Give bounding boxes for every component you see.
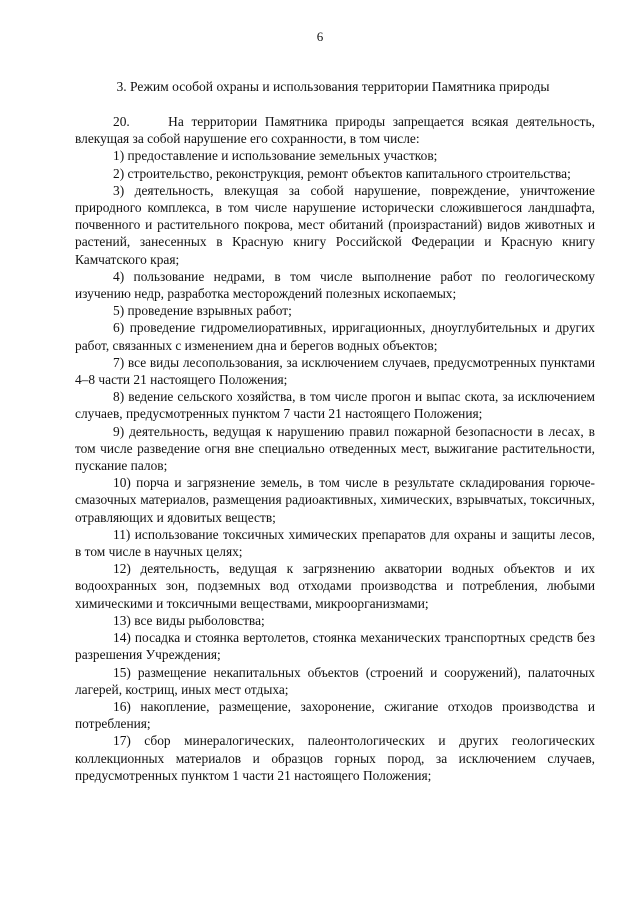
paragraph-20-intro: 20. На территории Памятника природы запрещается всякая деятельность, влекущая за собой нарушение его сохранности, в том числе: xyxy=(75,114,595,147)
list-item-11: 11) использование токсичных химических препаратов для охраны и защиты лесов, в том числе в научных целях; xyxy=(75,526,595,560)
page-number: 6 xyxy=(316,29,324,44)
list-item-17: 17) сбор минералогических, палеонтологических и других геологических коллекционных материалов и образцов горных пород, за исключением случаев, предусмотренных пунктом 1 части 21 настоящего Положения; xyxy=(75,733,595,783)
list-item-2: 2) строительство, реконструкция, ремонт объектов капитального строительства; xyxy=(113,165,571,181)
list-item-3: 3) деятельность, влекущая за собой нарушение, повреждение, уничтожение природного комплекса, в том числе нарушение исторически сложившегося ландшафта, почвенного и растительного покрова, мест обитаний (произрастаний) видов животных и растений, занесенных в Красную книгу Российской Федерации и Красную книгу Камчатского края; xyxy=(75,182,595,267)
list-item-8: 8) ведение сельского хозяйства, в том числе прогон и выпас скота, за исключением случаев, предусмотренных пунктом 7 части 21 настоящего Положения; xyxy=(75,389,595,422)
list-item-15: 15) размещение некапитальных объектов (строений и сооружений), палаточных лагерей, кострищ, иных мест отдыха; xyxy=(75,664,595,697)
list-item-12: 12) деятельность, ведущая к загрязнению акватории водных объектов и их водоохранных зон, подземных вод отходами производства и потребления, любыми химическими и токсичными веществами, микроорганизмами; xyxy=(75,561,595,611)
list-item-10: 10) порча и загрязнение земель, в том числе в результате складирования горюче-смазочных материалов, размещения радиоактивных, химических, взрывчатых, токсичных, отравляющих и ядовитых веществ; xyxy=(75,475,595,525)
list-item-1: 1) предоставление и использование земельных участков; xyxy=(113,148,438,164)
body-text xyxy=(75,113,595,784)
list-item-14: 14) посадка и стоянка вертолетов, стоянка механических транспортных средств без разрешения Учреждения; xyxy=(75,630,595,663)
section-title: 3. Режим особой охраны и использования территории Памятника природы xyxy=(116,79,550,94)
list-item-4: 4) пользование недрами, в том числе выполнение работ по геологическому изучению недр, разработка месторождений полезных ископаемых; xyxy=(75,268,595,302)
list-item-13: 13) все виды рыболовства; xyxy=(113,612,265,628)
list-item-7: 7) все виды лесопользования, за исключением случаев, предусмотренных пунктами 4–8 части 21 настоящего Положения; xyxy=(75,354,595,388)
list-item-5: 5) проведение взрывных работ; xyxy=(113,303,292,319)
list-item-16: 16) накопление, размещение, захоронение, сжигание отходов производства и потребления; xyxy=(75,698,595,732)
list-item-6: 6) проведение гидромелиоративных, ирригационных, дноуглубительных и других работ, связанных с изменением дна и берегов водных объектов; xyxy=(75,320,595,353)
list-item-9: 9) деятельность, ведущая к нарушению правил пожарной безопасности в лесах, в том числе разведение огня вне специально отведенных мест, выжигание растительности, пускание палов; xyxy=(75,423,595,474)
